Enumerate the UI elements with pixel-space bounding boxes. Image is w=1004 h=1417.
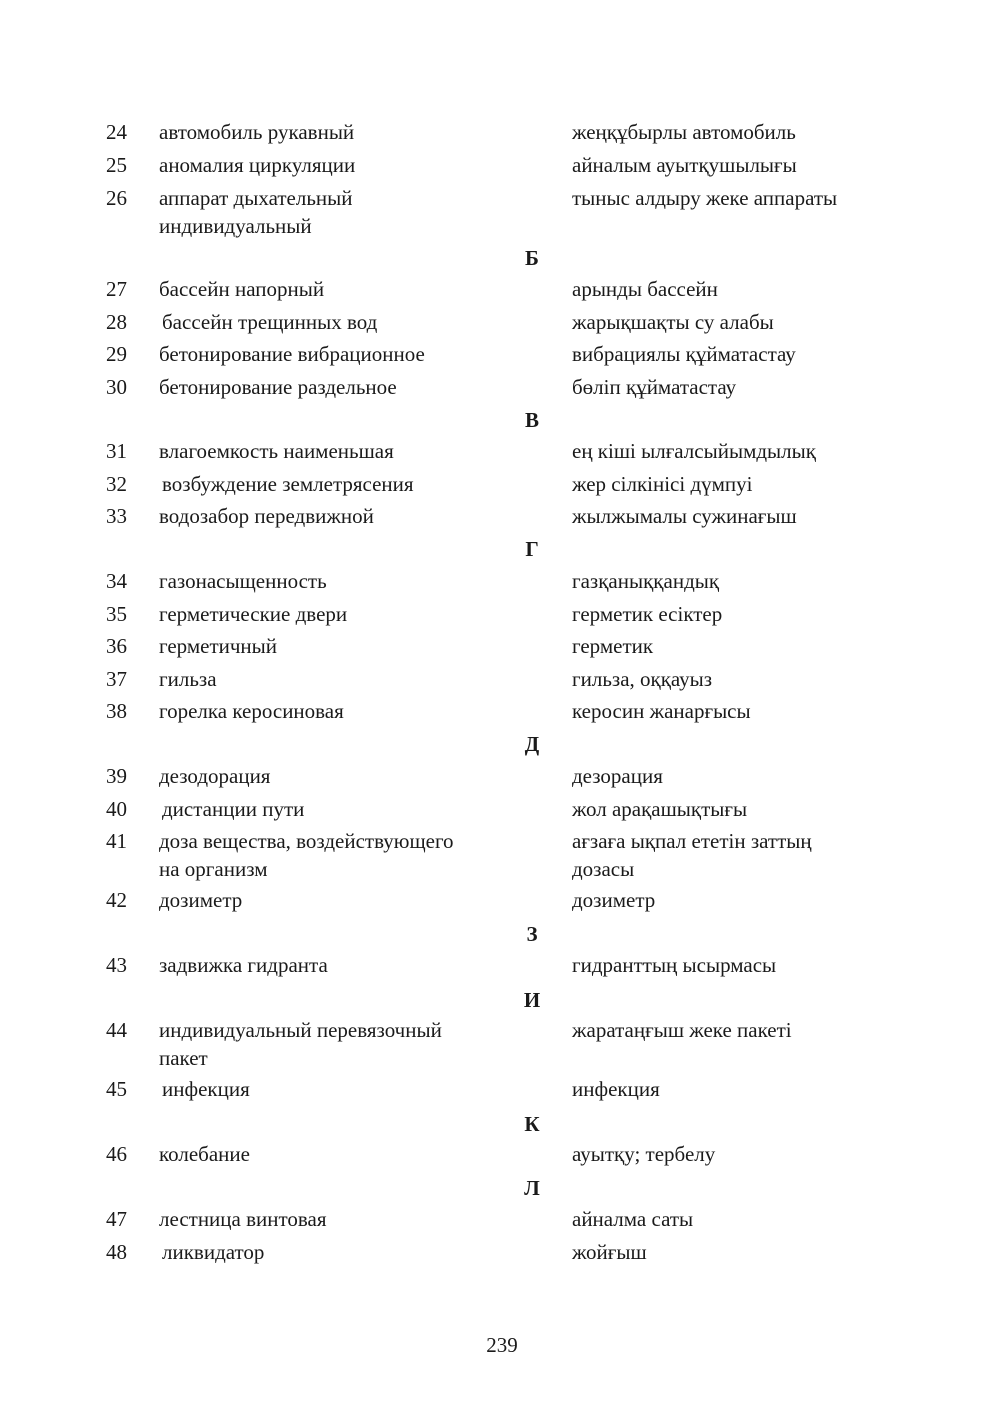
russian-term: водозабор передвижной — [159, 504, 374, 528]
entry-number: 46 — [106, 1142, 127, 1166]
kazakh-term: жол арақашықтығы — [572, 797, 748, 821]
kazakh-term: жылжымалы сужинағыш — [572, 504, 797, 528]
russian-term: колебание — [159, 1142, 250, 1166]
kazakh-term: герметик — [572, 634, 654, 658]
russian-term: индивидуальный перевязочный — [159, 1018, 442, 1042]
russian-term: задвижка гидранта — [159, 953, 328, 977]
kazakh-term: жаратаңғыш жеке пакеті — [572, 1018, 792, 1042]
russian-term: дозиметр — [159, 888, 243, 912]
kazakh-term: ең кіші ылғалсыйымдылық — [572, 439, 816, 463]
russian-term: инфекция — [162, 1077, 250, 1101]
russian-term: дистанции пути — [162, 797, 305, 821]
section-letter: Г — [525, 537, 539, 561]
russian-term: влагоемкость наименьшая — [159, 439, 394, 463]
russian-term: герметические двери — [159, 602, 348, 626]
russian-term: аномалия циркуляции — [159, 153, 356, 177]
russian-term: бетонирование вибрационное — [159, 342, 425, 366]
section-letter: З — [526, 922, 538, 946]
kazakh-term: гильза, оққауыз — [572, 667, 713, 691]
russian-term: лестница винтовая — [159, 1207, 327, 1231]
kazakh-term: жер сілкінісі дүмпуі — [572, 472, 753, 496]
russian-term: герметичный — [159, 634, 278, 658]
kazakh-term: инфекция — [572, 1077, 660, 1101]
russian-term: аппарат дыхательный — [159, 186, 353, 210]
russian-term: газонасыщенность — [159, 569, 327, 593]
kazakh-term: айналма саты — [572, 1207, 694, 1231]
kazakh-term: газқаныққандық — [572, 569, 720, 593]
russian-term: бассейн напорный — [159, 277, 325, 301]
entry-number: 48 — [106, 1240, 127, 1264]
entry-number: 34 — [106, 569, 127, 593]
kazakh-term-continuation: дозасы — [572, 857, 635, 881]
entry-number: 37 — [106, 667, 127, 691]
section-letter: К — [524, 1112, 540, 1136]
section-letter: В — [524, 408, 539, 432]
entry-number: 30 — [106, 375, 127, 399]
entry-number: 28 — [106, 310, 127, 334]
entry-number: 27 — [106, 277, 127, 301]
entry-number: 26 — [106, 186, 127, 210]
entry-number: 33 — [106, 504, 127, 528]
russian-term: ликвидатор — [162, 1240, 265, 1264]
entry-number: 44 — [106, 1018, 127, 1042]
section-letter: Л — [524, 1176, 540, 1200]
russian-term: горелка керосиновая — [159, 699, 344, 723]
russian-term: автомобиль рукавный — [159, 120, 355, 144]
kazakh-term: вибрациялы құйматастау — [572, 342, 796, 366]
kazakh-term: тыныс алдыру жеке аппараты — [572, 186, 838, 210]
entry-number: 45 — [106, 1077, 127, 1101]
entry-number: 36 — [106, 634, 127, 658]
section-letter: Б — [525, 246, 539, 270]
entry-number: 31 — [106, 439, 127, 463]
russian-term: доза вещества, воздействующего — [159, 829, 454, 853]
entry-number: 38 — [106, 699, 127, 723]
kazakh-term: дозиметр — [572, 888, 656, 912]
kazakh-term: ауытқу; тербелу — [572, 1142, 716, 1166]
entry-number: 39 — [106, 764, 127, 788]
section-letter: И — [523, 988, 541, 1012]
section-letter: Д — [524, 732, 540, 756]
kazakh-term: арынды бассейн — [572, 277, 718, 301]
russian-term: дезодорация — [159, 764, 271, 788]
entry-number: 41 — [106, 829, 127, 853]
kazakh-term: айналым ауытқушылығы — [572, 153, 797, 177]
kazakh-term: гидранттың ысырмасы — [572, 953, 777, 977]
russian-term: гильза — [159, 667, 217, 691]
kazakh-term: ағзаға ықпал ететін заттың — [572, 829, 812, 853]
entry-number: 29 — [106, 342, 127, 366]
kazakh-term: керосин жанарғысы — [572, 699, 751, 723]
russian-term: бетонирование раздельное — [159, 375, 397, 399]
page-number: 239 — [486, 1333, 518, 1357]
kazakh-term: жеңқұбырлы автомобиль — [572, 120, 796, 144]
entry-number: 47 — [106, 1207, 127, 1231]
kazakh-term: жарықшақты су алабы — [572, 310, 774, 334]
russian-term: бассейн трещинных вод — [162, 310, 378, 334]
kazakh-term: дезорация — [572, 764, 663, 788]
kazakh-term: бөліп құйматастау — [572, 375, 737, 399]
russian-term-continuation: индивидуальный — [159, 214, 312, 238]
entry-number: 35 — [106, 602, 127, 626]
russian-term-continuation: на организм — [159, 857, 268, 881]
entry-number: 32 — [106, 472, 127, 496]
entry-number: 40 — [106, 797, 127, 821]
kazakh-term: герметик есіктер — [572, 602, 723, 626]
russian-term-continuation: пакет — [159, 1046, 208, 1070]
russian-term: возбуждение землетрясения — [162, 472, 414, 496]
entry-number: 42 — [106, 888, 127, 912]
entry-number: 24 — [106, 120, 127, 144]
kazakh-term: жойғыш — [572, 1240, 647, 1264]
entry-number: 25 — [106, 153, 127, 177]
entry-number: 43 — [106, 953, 127, 977]
